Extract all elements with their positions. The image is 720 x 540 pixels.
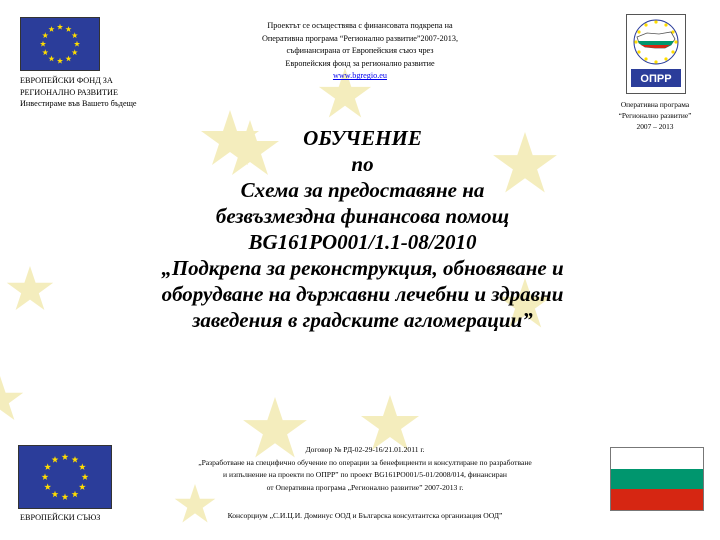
project-funding-info [205,20,515,83]
title-line: оборудване на държавни лечебни и здравни [161,282,564,306]
title-line: заведения в градските агломерации” [192,308,533,332]
title-line: Схема за предоставяне на [240,178,485,202]
fund-line: ЕВРОПЕЙСКИ ФОНД ЗА [20,76,113,85]
contract-line: от Оперативна програма „Регионално развитие” 2007-2013 г. [266,482,464,492]
oprr-caption-line: 2007 – 2013 [636,122,674,132]
contract-line: и изпълнение на проекти по ОПРР” по проект BG161PO001/5-01/2008/014, финансиран [223,470,507,480]
oprr-caption-line: “Регионално развитие” [618,111,692,121]
oprr-caption-line: Оперативна програма [620,100,690,109]
title-line: „Подкрепа за реконструкция, обновяване и [161,256,564,280]
eu-regional-fund-caption [20,75,170,110]
title-line: безвъзмездна финансова помощ [215,204,510,228]
contract-line: Договор № РД-02-29-16/21.01.2011 г. [305,445,425,454]
fund-line: РЕГИОНАЛНО РАЗВИТИЕ [20,87,118,97]
funding-line: съфинансирана от Европейския съюз чрез [286,46,434,56]
funding-line: Европейския фонд за регионално развитие [285,58,435,68]
eu-flag-icon [18,445,112,509]
oprr-logo-icon [626,14,686,94]
contract-info [120,444,610,494]
consortium-line: Консорциум „С.И.Ц.И. Доминус ООД и Българска консултантска организация ООД” [227,511,503,520]
european-union-label: ЕВРОПЕЙСКИ СЪЮЗ [20,513,101,522]
bgregio-link[interactable]: www.bgregio.eu [332,71,388,81]
eu-flag-icon [20,17,100,71]
training-title [40,125,685,333]
contract-line: „Разработване на специфично обучение по операции за бенефициенти и консултиране по разработване [198,457,532,467]
funding-line: Проектът се осъществява с финансовата подкрепа на [267,21,453,30]
bulgarian-flag-icon [610,447,704,511]
oprr-logo-text: ОПРР [640,73,672,85]
title-line: по [351,152,374,176]
funding-line: Оперативна програма “Регионално развитие”2007-2013, [262,33,458,43]
title-line: BG161PO001/1.1-08/2010 [248,230,477,254]
fund-line: Инвестираме във Вашето бъдеще [20,99,137,108]
title-line: ОБУЧЕНИЕ [303,126,422,150]
